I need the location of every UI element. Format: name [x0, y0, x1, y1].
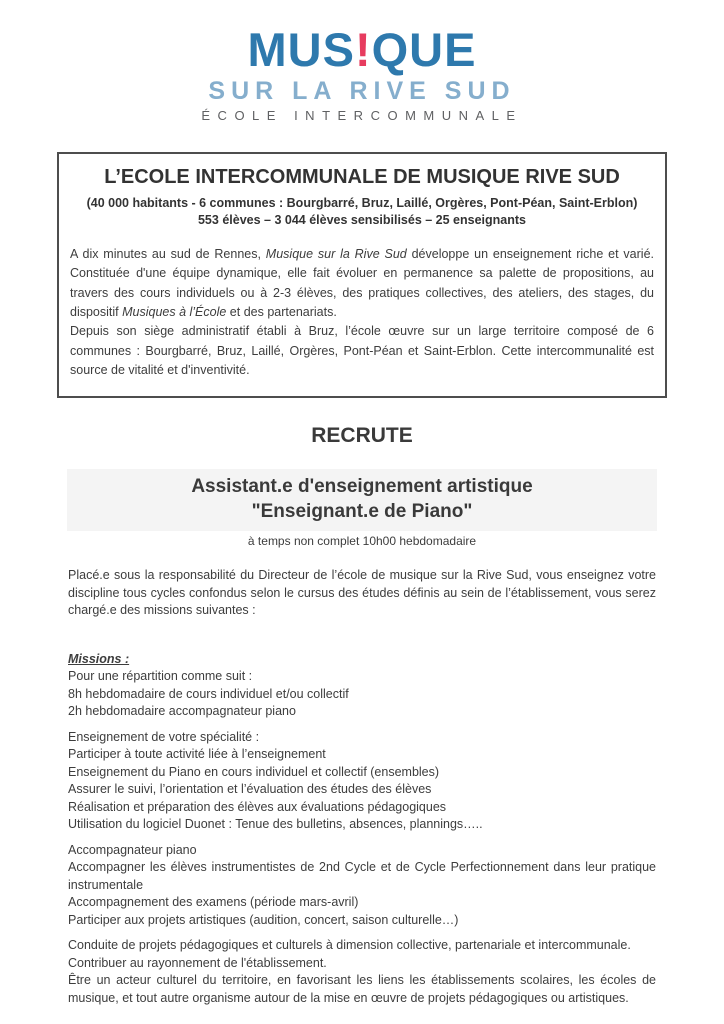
job-description-body: [0, 567, 724, 1007]
school-logo: [0, 0, 724, 122]
mission-line: Utilisation du logiciel Duonet : Tenue des bulletins, absences, plannings…..: [68, 817, 483, 832]
desc1-text: A dix minutes au sud de Rennes,: [70, 246, 266, 261]
logo-subtitle: SUR LA RIVE SUD: [208, 77, 516, 105]
recruit-heading: RECRUTE: [311, 424, 413, 448]
logo-tagline: ÉCOLE INTERCOMMUNALE: [201, 108, 523, 123]
mission-line: Enseignement du Piano en cours individuel et collectif (ensembles): [68, 764, 440, 779]
missions-teaching-group: [68, 729, 656, 834]
desc1-text-3: et des partenariats.: [226, 304, 337, 319]
logo-word-post: QUE: [371, 23, 477, 76]
desc1-italic-program: Musiques à l’École: [122, 304, 227, 319]
mission-line: Conduite de projets pédagogiques et culturels à dimension collective, partenariale et intercommunale.: [68, 938, 631, 953]
mission-line: Pour une répartition comme suit :: [68, 669, 253, 684]
desc1-italic-name: Musique sur la Rive Sud: [265, 246, 407, 261]
mission-line: 8h hebdomadaire de cours individuel et/ou collectif: [68, 686, 349, 701]
mission-line: Accompagner les élèves instrumentistes de 2nd Cycle et de Cycle Perfectionnement dans leur pratique instrumentale: [68, 860, 656, 892]
mission-line: Accompagnateur piano: [68, 842, 197, 857]
desc1-text-2: développe un enseignement riche et varié. Constituée d'une équipe dynamique, elle fait évoluer en permanence sa palette de propositions, au travers des cours individuels ou à 2-3 élèves, des pratiques collectives, des ateliers, des stages, du dispositif: [70, 246, 654, 319]
logo-wordmark: [0, 23, 724, 76]
missions-heading: Missions :: [68, 651, 130, 666]
mission-line: Être un acteur culturel du territoire, en favorisant les liens les établissements scolaires, les écoles de musique, et tout autre organisme autour de la mise en œuvre de projets pédagogiques ou artistiques.: [68, 973, 656, 1005]
school-communes-line: (40 000 habitants - 6 communes : Bourgbarré, Bruz, Laillé, Orgères, Pont-Péan, Saint-Erblon): [86, 196, 638, 210]
missions-projects-group: [68, 937, 656, 1007]
missions-repartition-group: [68, 668, 656, 721]
school-description-2: Depuis son siège administratif établi à Bruz, l’école œuvre sur un large territoire composé de 6 communes : Bourgbarré, Bruz, Laillé, Orgères, Pont-Péan et Saint-Erblon. Cette intercommunalité est source de vitalité et d'inventivité.: [70, 324, 654, 377]
mission-line: 2h hebdomadaire accompagnateur piano: [68, 704, 296, 719]
job-title-banner: [67, 469, 657, 531]
job-hours-subtitle: à temps non complet 10h00 hebdomadaire: [247, 534, 477, 549]
job-title-line1: Assistant.e d'enseignement artistique: [191, 476, 533, 498]
mission-line: Réalisation et préparation des élèves aux évaluations pédagogiques: [68, 799, 447, 814]
school-description-1: [70, 245, 654, 323]
mission-line: Participer à toute activité liée à l’enseignement: [68, 747, 326, 762]
school-stats-line: 553 élèves – 3 044 élèves sensibilisés – 25 enseignants: [197, 212, 526, 227]
school-title: L’ECOLE INTERCOMMUNALE DE MUSIQUE RIVE SUD: [104, 166, 620, 188]
mission-line: Participer aux projets artistiques (audition, concert, saison culturelle…): [68, 912, 459, 927]
job-title-line2: "Enseignant.e de Piano": [251, 501, 473, 523]
mission-line: Assurer le suivi, l’orientation et l’évaluation des études des élèves: [68, 782, 432, 797]
logo-word-pre: MUS: [247, 23, 355, 76]
mission-line: Contribuer au rayonnement de l'établissement.: [68, 955, 327, 970]
job-lead-paragraph: Placé.e sous la responsabilité du Directeur de l’école de musique sur la Rive Sud, vous enseignez votre discipline tous cycles confondus selon le cursus des études définis au sein de l’établissement, vous serez chargé.e des missions suivantes :: [68, 568, 656, 618]
mission-line: Enseignement de votre spécialité :: [68, 729, 260, 744]
mission-line: Accompagnement des examens (période mars-avril): [68, 895, 359, 910]
school-intro-box: [57, 152, 667, 398]
logo-exclamation: !: [354, 23, 372, 76]
missions-accompanist-group: [68, 842, 656, 930]
